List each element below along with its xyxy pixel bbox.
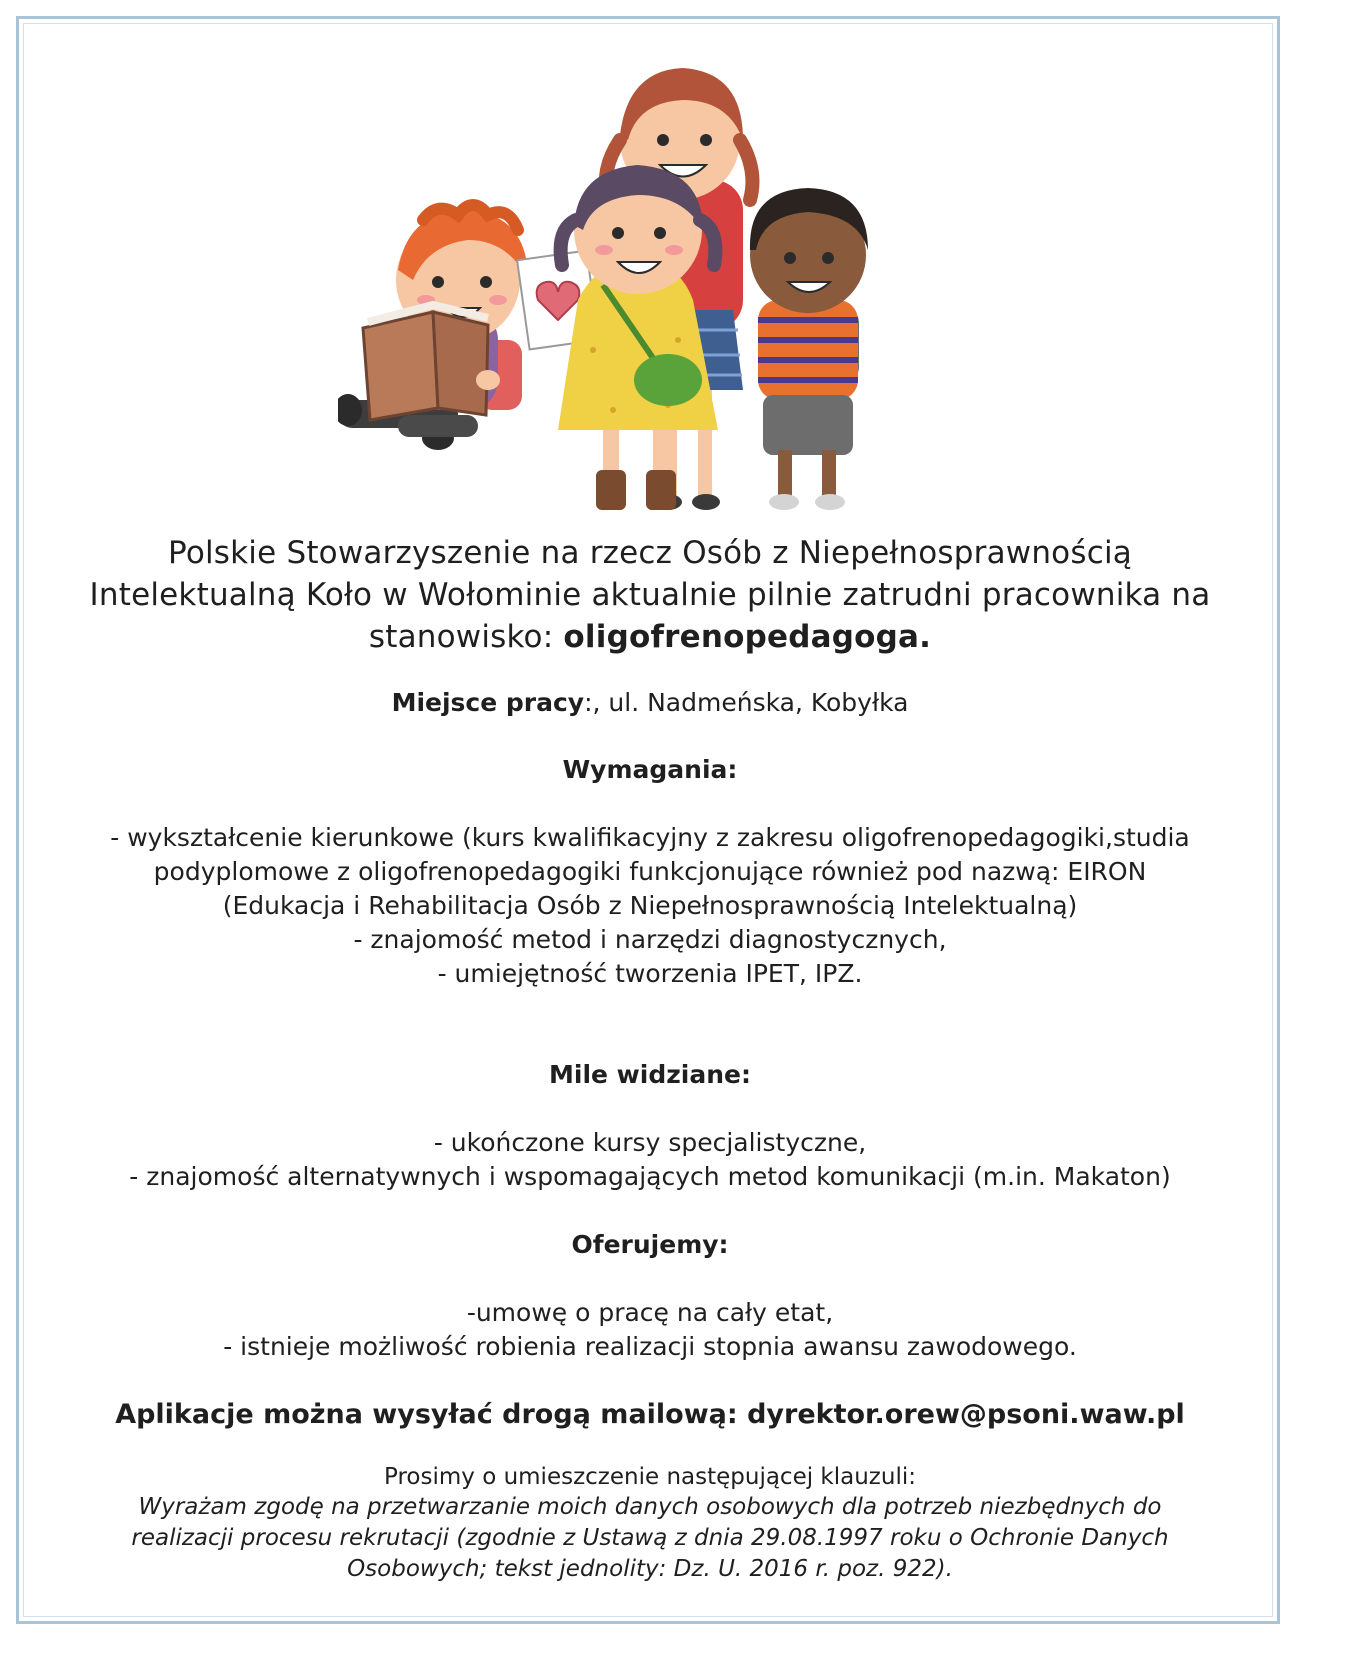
workplace-label: Miejsce pracy [391, 688, 585, 717]
requirements-list [20, 821, 1280, 991]
requirements-line: - umiejętność tworzenia IPET, IPZ. [437, 959, 863, 988]
offer-line: - istnieje możliwość robienia realizacji stopnia awansu zawodowego. [223, 1332, 1077, 1361]
nice-to-have-heading: Mile widziane: [549, 1060, 751, 1089]
child-yellow-dress-figure [558, 165, 718, 510]
consent-clause [20, 1492, 1280, 1585]
requirements-line: (Edukacja i Rehabilitacja Osób z Niepełnosprawnością Intelektualną) [222, 891, 1078, 920]
child-striped-shirt-figure [750, 188, 868, 510]
requirements-heading: Wymagania: [562, 755, 738, 784]
requirements-line: - wykształcenie kierunkowe (kurs kwalifikacyjny z zakresu oligofrenopedagogiki,studia [110, 823, 1190, 852]
workplace-value: :, ul. Nadmeńska, Kobyłka [584, 688, 909, 717]
offer-list [20, 1296, 1280, 1364]
requirements-line: - znajomość metod i narzędzi diagnostycznych, [353, 925, 947, 954]
application-email-line: Aplikacje można wysyłać drogą mailową: dyrektor.orew@psoni.waw.pl [115, 1399, 1185, 1430]
nice-to-have-line: - ukończone kursy specjalistyczne, [433, 1128, 867, 1157]
consent-clause-line: Osobowych; tekst jednolity: Dz. U. 2016 r. poz. 922). [347, 1556, 953, 1582]
nice-to-have-line: - znajomość alternatywnych i wspomagających metod komunikacji (m.in. Makaton) [129, 1162, 1171, 1191]
requirements-line: podyplomowe z oligofrenopedagogiki funkcjonujące również pod nazwą: EIRON [153, 857, 1147, 886]
intro-line-3 [20, 616, 1280, 658]
consent-clause-line: realizacji procesu rekrutacji (zgodnie z Ustawą z dnia 29.08.1997 roku o Ochronie Danych [131, 1525, 1169, 1551]
job-position-title: oligofrenopedagoga. [563, 619, 932, 655]
clause-intro: Prosimy o umieszczenie następującej klauzuli: [384, 1464, 916, 1490]
workplace-line [20, 686, 1280, 720]
intro-line-2: Intelektualną Koło w Wołominie aktualnie pilnie zatrudni pracownika na [89, 577, 1211, 613]
offer-line: -umowę o pracę na cały etat, [466, 1298, 834, 1327]
children-illustration [338, 50, 928, 528]
intro-line-1: Polskie Stowarzyszenie na rzecz Osób z Niepełnosprawnością [168, 535, 1132, 571]
intro-line-3-prefix: stanowisko: [368, 619, 564, 655]
consent-clause-line: Wyrażam zgodę na przetwarzanie moich danych osobowych dla potrzeb niezbędnych do [138, 1494, 1162, 1520]
offer-heading: Oferujemy: [571, 1230, 729, 1259]
nice-to-have-list [20, 1126, 1280, 1194]
intro-paragraph [20, 532, 1280, 658]
